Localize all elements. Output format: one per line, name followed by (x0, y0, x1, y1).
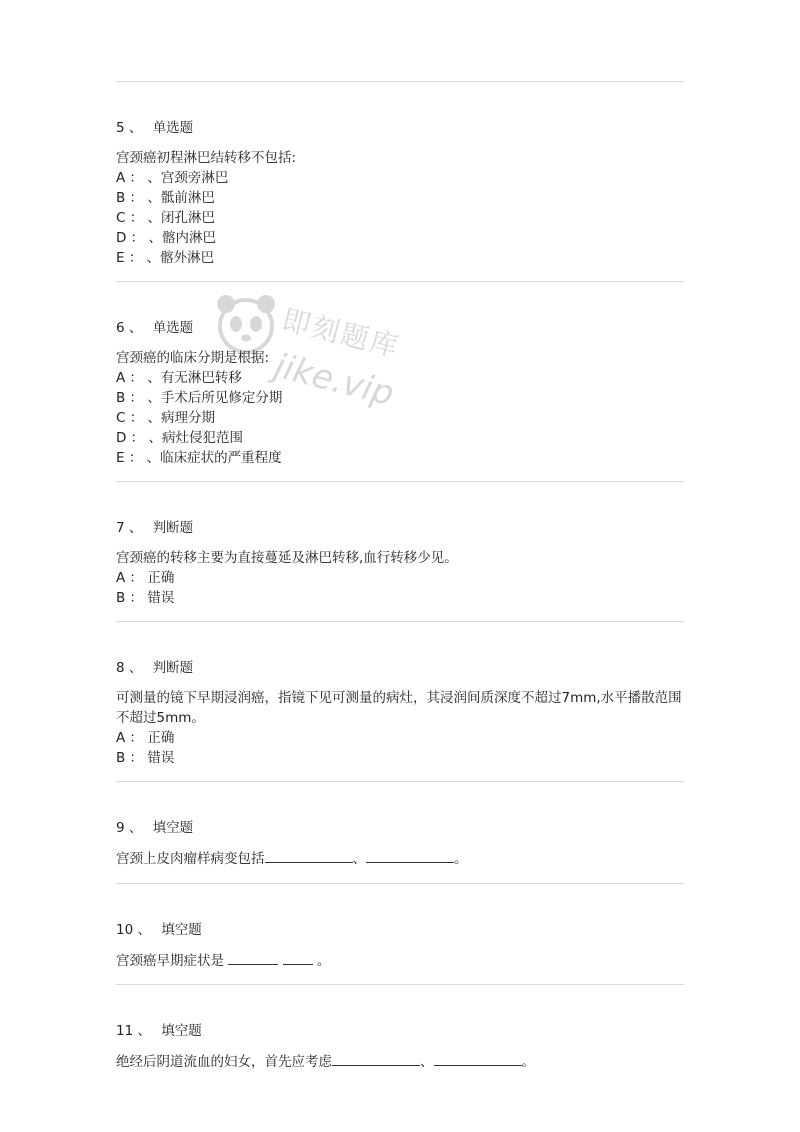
stem-text: 绝经后阴道流血的妇女，首先应考虑 (116, 1054, 332, 1070)
question-8 (116, 658, 688, 768)
question-number: 9 、 (116, 820, 143, 836)
stem-text: 。 (521, 1054, 535, 1070)
option-a[interactable]: A ： 正确 (116, 570, 175, 586)
option-d[interactable]: D ： 、病灶侵犯范围 (116, 430, 243, 446)
question-type: 填空题 (161, 922, 202, 938)
question-header (116, 118, 688, 138)
option-e[interactable]: E ： 、临床症状的严重程度 (116, 450, 282, 466)
divider (116, 781, 684, 782)
question-stem: 宫颈癌的转移主要为直接蔓延及淋巴转移,血行转移少见。 (116, 550, 458, 566)
question-stem (116, 848, 688, 869)
option-b[interactable]: B ： 、手术后所见修定分期 (116, 390, 283, 406)
option-b[interactable]: B ： 错误 (116, 590, 175, 606)
question-type: 填空题 (152, 820, 194, 836)
question-type: 单选题 (152, 120, 194, 136)
stem-text: 宫颈癌早期症状是 (116, 953, 229, 969)
question-number: 5 、 (116, 120, 143, 136)
divider (116, 481, 684, 482)
option-d[interactable]: D ： 、髂内淋巴 (116, 230, 216, 246)
question-header (116, 518, 688, 538)
question-7 (116, 518, 688, 608)
stem-text: 。 (454, 851, 468, 867)
question-number: 7 、 (116, 520, 143, 536)
option-a[interactable]: A ： 正确 (116, 730, 175, 746)
question-stem: 宫颈癌的临床分期是根据: (116, 350, 270, 366)
option-e[interactable]: E ： 、髂外淋巴 (116, 250, 215, 266)
stem-text: 宫颈上皮肉瘤样病变包括 (116, 851, 265, 867)
question-header (116, 920, 688, 940)
question-type: 判断题 (152, 520, 194, 536)
question-stem: 可测量的镜下早期浸润癌，指镜下见可测量的病灶，其浸润间质深度不超过7mm,水平播散范围不超过5mm。 (116, 690, 682, 726)
question-9 (116, 818, 688, 869)
blank-field[interactable] (366, 848, 454, 863)
question-11 (116, 1021, 688, 1072)
question-6 (116, 318, 688, 468)
option-b[interactable]: B ： 错误 (116, 750, 175, 766)
stem-text: 。 (312, 953, 331, 969)
question-type: 判断题 (152, 660, 194, 676)
blank-field[interactable] (228, 950, 278, 965)
question-stem (116, 1051, 688, 1072)
stem-text: 、 (420, 1054, 434, 1070)
divider (116, 883, 684, 884)
question-5 (116, 118, 688, 268)
question-header (116, 1021, 688, 1041)
question-stem (116, 950, 688, 971)
question-number: 6 、 (116, 320, 143, 336)
question-header (116, 818, 688, 838)
watermark-brand: 即刻题库 (278, 302, 404, 364)
stem-text: 、 (352, 851, 366, 867)
question-10 (116, 920, 688, 971)
option-b[interactable]: B ： 、骶前淋巴 (116, 190, 215, 206)
blank-field[interactable] (434, 1051, 522, 1066)
question-stem: 宫颈癌初程淋巴结转移不包括: (116, 150, 297, 166)
question-number: 10 、 (116, 922, 151, 938)
question-header (116, 658, 688, 678)
watermark-url: jike.vip (270, 346, 398, 415)
divider (116, 81, 684, 82)
divider (116, 621, 684, 622)
blank-field[interactable] (265, 848, 353, 863)
option-a[interactable]: A ： 、宫颈旁淋巴 (116, 170, 229, 186)
option-a[interactable]: A ： 、有无淋巴转移 (116, 370, 242, 386)
divider (116, 984, 684, 985)
question-type: 单选题 (152, 320, 194, 336)
question-type: 填空题 (161, 1023, 202, 1039)
question-number: 8 、 (116, 660, 143, 676)
blank-field[interactable] (283, 950, 313, 965)
question-number: 11 、 (116, 1023, 151, 1039)
option-c[interactable]: C ： 、闭孔淋巴 (116, 210, 216, 226)
option-c[interactable]: C ： 、病理分期 (116, 410, 216, 426)
question-header (116, 318, 688, 338)
blank-field[interactable] (332, 1051, 420, 1066)
divider (116, 281, 684, 282)
